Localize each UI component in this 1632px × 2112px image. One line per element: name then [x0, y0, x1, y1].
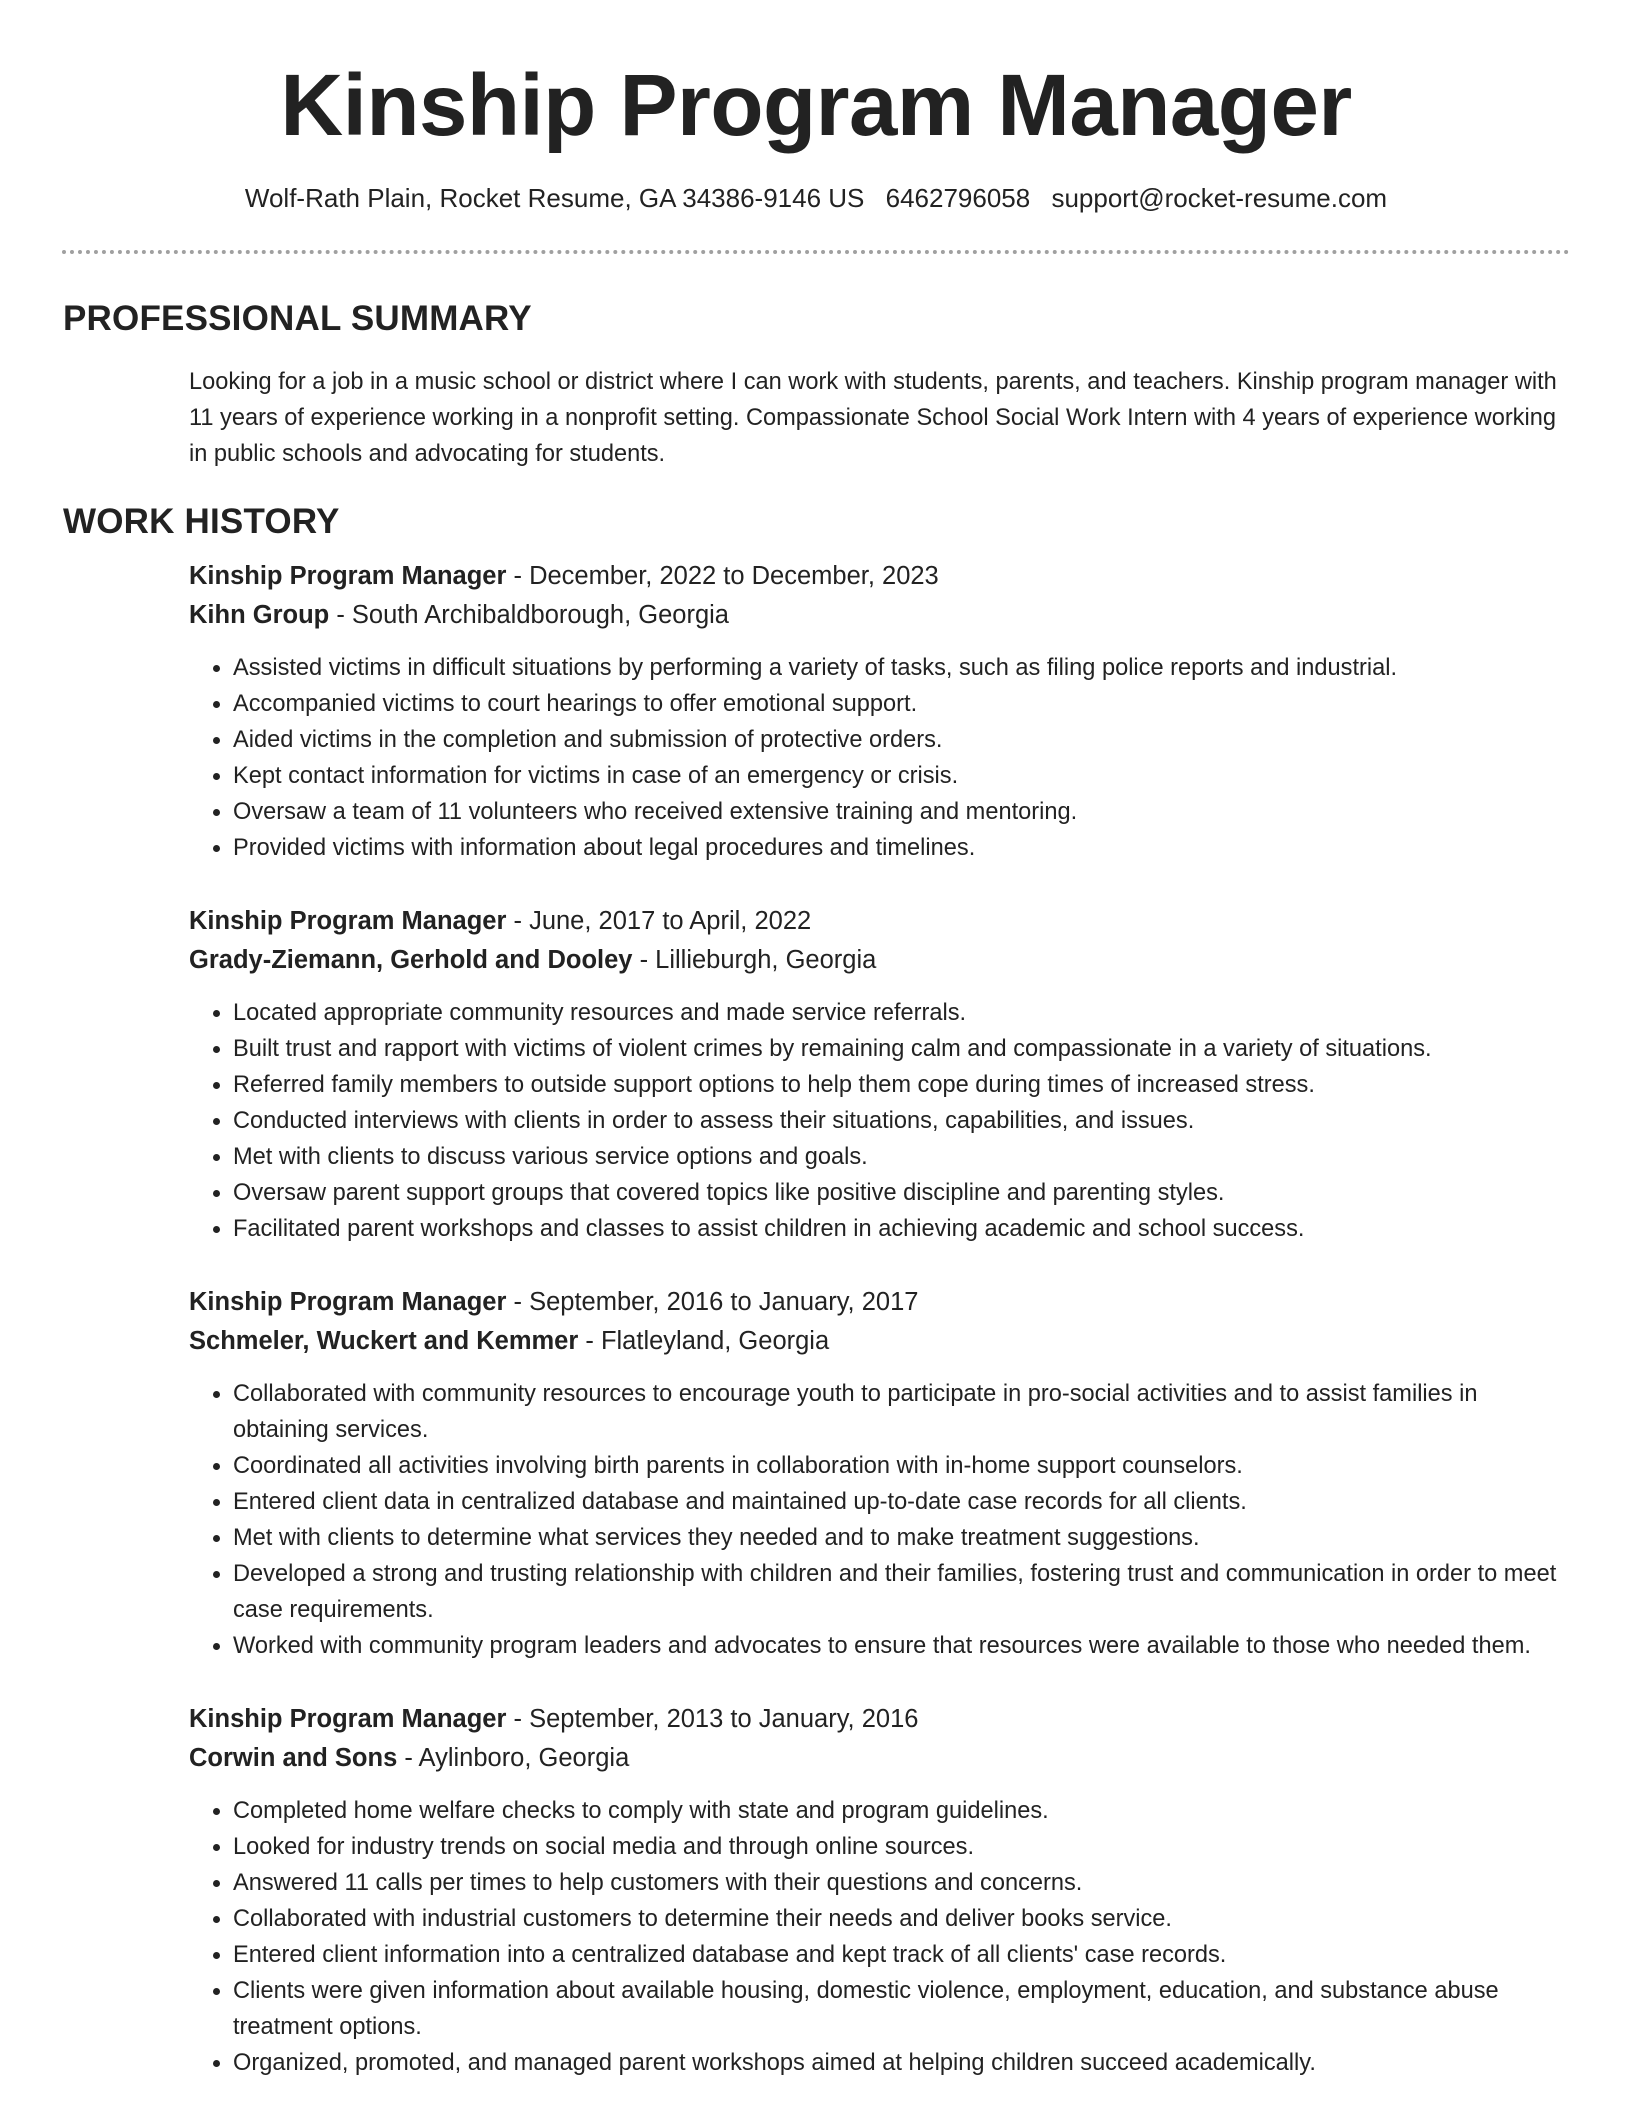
job-dates: - September, 2013 to January, 2016: [506, 1705, 919, 1733]
job-bullet: • Oversaw a team of 11 volunteers who received extensive training and mentoring.: [233, 794, 1569, 830]
work-history-heading: WORK HISTORY: [63, 502, 340, 541]
job-bullet: • Referred family members to outside support options to help them cope during times of increased stress.: [233, 1067, 1569, 1103]
job-bullet: • Conducted interviews with clients in order to assess their situations, capabilities, and issues.: [233, 1103, 1569, 1139]
job-bullet: • Provided victims with information about legal procedures and timelines.: [233, 830, 1569, 866]
job-bullets: [189, 995, 1569, 1247]
job-company-line: [189, 596, 1569, 635]
job-bullet: • Kept contact information for victims in case of an emergency or crisis.: [233, 758, 1569, 794]
job-location: - Aylinboro, Georgia: [397, 1744, 630, 1772]
job-bullet: • Located appropriate community resources and made service referrals.: [233, 995, 1569, 1031]
job-title-line: [189, 902, 1569, 941]
job-title-line: [189, 557, 1569, 596]
job-bullet: • Built trust and rapport with victims of violent crimes by remaining calm and compassionate in a variety of situations.: [233, 1031, 1569, 1067]
job-dates: - September, 2016 to January, 2017: [506, 1288, 919, 1316]
job-bullet: • Aided victims in the completion and submission of protective orders.: [233, 722, 1569, 758]
job-dates: - December, 2022 to December, 2023: [506, 562, 939, 590]
job-company-line: [189, 1739, 1569, 1778]
job-bullet: • Collaborated with community resources to encourage youth to participate in pro-social activities and to assist families in obtaining services.: [233, 1376, 1569, 1448]
job-company: Corwin and Sons: [189, 1744, 398, 1772]
job-bullet: • Developed a strong and trusting relationship with children and their families, fostering trust and communication in order to meet case requirements.: [233, 1556, 1569, 1628]
job-location: - South Archibaldborough, Georgia: [329, 601, 729, 629]
job-bullet: • Assisted victims in difficult situations by performing a variety of tasks, such as filing police reports and industrial.: [233, 650, 1569, 686]
job-bullets: [189, 650, 1569, 866]
job-role: Kinship Program Manager: [189, 1705, 507, 1733]
job-company: Kihn Group: [189, 601, 330, 629]
job-bullet: • Entered client data in centralized database and maintained up-to-date case records for all clients.: [233, 1484, 1569, 1520]
job-bullet: • Facilitated parent workshops and classes to assist children in achieving academic and school success.: [233, 1211, 1569, 1247]
job-bullet: • Answered 11 calls per times to help customers with their questions and concerns.: [233, 1865, 1569, 1901]
job-bullet: • Collaborated with industrial customers to determine their needs and deliver books service.: [233, 1901, 1569, 1937]
job-bullet: • Organized, promoted, and managed parent workshops aimed at helping children succeed academically.: [233, 2045, 1569, 2081]
job-bullet: • Worked with community program leaders and advocates to ensure that resources were available to those who needed them.: [233, 1628, 1569, 1664]
contact-line: [0, 182, 1632, 214]
job-entry: [189, 1283, 1569, 1664]
job-role: Kinship Program Manager: [189, 562, 507, 590]
job-bullets: [189, 1376, 1569, 1664]
job-entry: [189, 557, 1569, 866]
job-title-line: [189, 1283, 1569, 1322]
job-dates: - June, 2017 to April, 2022: [506, 907, 812, 935]
job-role: Kinship Program Manager: [189, 1288, 507, 1316]
job-entry: [189, 902, 1569, 1247]
job-bullet: • Accompanied victims to court hearings to offer emotional support.: [233, 686, 1569, 722]
job-bullet: • Oversaw parent support groups that covered topics like positive discipline and parenting styles.: [233, 1175, 1569, 1211]
contact-address: Wolf-Rath Plain, Rocket Resume, GA 34386-9146 US: [244, 183, 865, 213]
job-company-line: [189, 941, 1569, 980]
job-entry: [189, 1700, 1569, 2081]
job-location: - Lillieburgh, Georgia: [632, 946, 877, 974]
job-company: Grady-Ziemann, Gerhold and Dooley: [189, 946, 633, 974]
job-role: Kinship Program Manager: [189, 907, 507, 935]
job-bullet: • Met with clients to discuss various service options and goals.: [233, 1139, 1569, 1175]
job-bullet: • Looked for industry trends on social media and through online sources.: [233, 1829, 1569, 1865]
work-history-list: [189, 557, 1569, 2081]
job-bullet: • Coordinated all activities involving birth parents in collaboration with in-home support counselors.: [233, 1448, 1569, 1484]
candidate-name: Kinship Program Manager: [280, 57, 1352, 154]
job-location: - Flatleyland, Georgia: [578, 1327, 830, 1355]
header-divider: [62, 250, 1570, 254]
summary-heading: PROFESSIONAL SUMMARY: [63, 299, 532, 338]
job-bullets: [189, 1793, 1569, 2081]
job-bullet: • Completed home welfare checks to comply with state and program guidelines.: [233, 1793, 1569, 1829]
contact-email: support@rocket-resume.com: [1051, 183, 1388, 213]
job-company: Schmeler, Wuckert and Kemmer: [189, 1327, 579, 1355]
job-bullet: • Clients were given information about available housing, domestic violence, employment, education, and substance abuse treatment options.: [233, 1973, 1569, 2045]
job-company-line: [189, 1322, 1569, 1361]
job-title-line: [189, 1700, 1569, 1739]
contact-phone: 6462796058: [885, 183, 1031, 213]
summary-text: Looking for a job in a music school or district where I can work with students, parents, and teachers. Kinship program manager with 11 years of experience working in a nonprofit setting. Compassionate School Social Work Intern with 4 years of experience working in public schools and advocating for students.: [189, 369, 1557, 467]
job-bullet: • Met with clients to determine what services they needed and to make treatment suggestions.: [233, 1520, 1569, 1556]
job-bullet: • Entered client information into a centralized database and kept track of all clients' case records.: [233, 1937, 1569, 1973]
